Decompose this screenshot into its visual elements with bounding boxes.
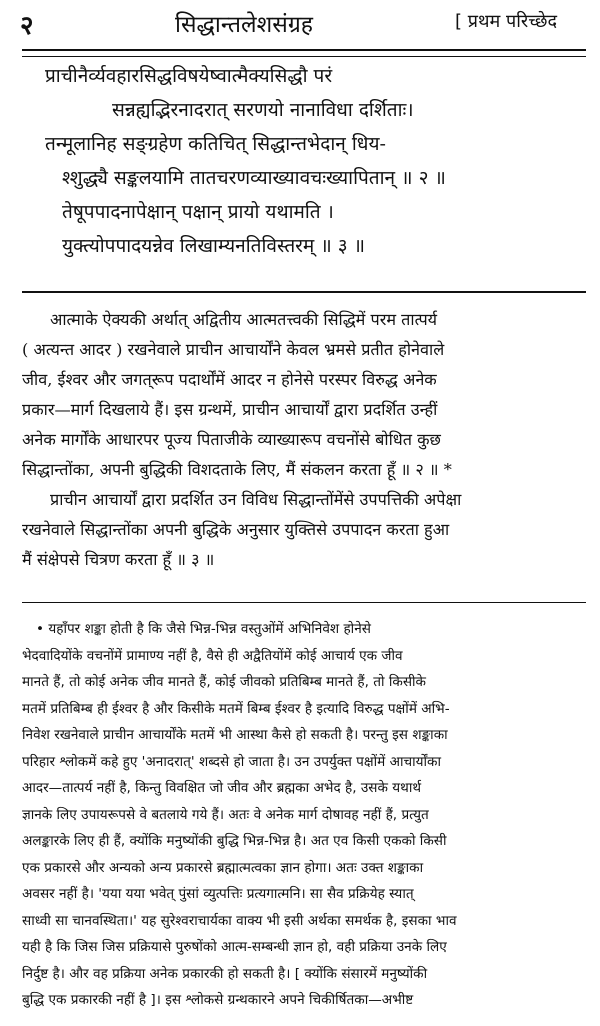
translation-line: सिद्धान्तोंका, अपनी बुद्धिकी विशदताके लिए, मैं संकलन करता हूँ ॥ २ ॥ * bbox=[22, 460, 452, 479]
footnote-line: आदर—तात्पर्य नहीं है, किन्तु विवक्षित जो जीव और ब्रह्मका अभेद है, उसके यथार्थ bbox=[22, 780, 422, 796]
translation-line: ( अत्यन्त आदर ) रखनेवाले प्राचीन आचार्योंने केवल भ्रमसे प्रतीत होनेवाले bbox=[22, 340, 445, 359]
footnote-line: मतमें प्रतिबिम्ब ही ईश्वर है और किसीके मतमें बिम्ब ईश्वर है इत्यादि विरुद्ध पक्षोंमें अभि- bbox=[22, 700, 450, 717]
verse-line: श्शुद्ध्यै सङ्कलयामि तातचरणव्याख्यावचःख्यापितान् ॥ २ ॥ bbox=[62, 167, 446, 189]
section-label: [ प्रथम परिच्छेद bbox=[455, 11, 558, 32]
verse-line: युक्त्योपपादयन्नेव लिखाम्यनतिविस्तरम् ॥ ३ ॥ bbox=[62, 235, 366, 257]
page-header bbox=[0, 0, 600, 46]
verse-line: तन्मूलानिह सङ्ग्रहेण कतिचित् सिद्धान्तभेदान् धिय- bbox=[45, 133, 386, 155]
footnote-line: मानते हैं, तो कोई अनेक जीव मानते हैं, कोई जीवको प्रतिबिम्ब मानते हैं, तो किसीके bbox=[22, 674, 426, 690]
footnote-line: ज्ञानके लिए उपायरूपसे वे बतलाये गये हैं। अतः वे अनेक मार्ग दोषावह नहीं हैं, प्रत्युत bbox=[22, 806, 429, 823]
footnote-line: • यहाँपर शङ्का होती है कि जैसे भिन्न-भिन्न वस्तुओंमें अभिनिवेश होनेसे bbox=[36, 621, 371, 637]
translation-line: आत्माके ऐक्यकी अर्थात् अद्वितीय आत्मतत्त्वकी सिद्धिमें परम तात्पर्य bbox=[50, 310, 438, 329]
running-title: सिद्धान्तलेशसंग्रह bbox=[175, 12, 313, 38]
footnote-line: निवेश रखनेवाले प्राचीन आचार्योंके मतमें भी आस्था कैसे हो सकती है। परन्तु इस शङ्काका bbox=[22, 727, 448, 743]
translation-line: मैं संक्षेपसे चित्रण करता हूँ ॥ ३ ॥ bbox=[22, 550, 215, 569]
translation-line: रखनेवाले सिद्धान्तोंका अपनी बुद्धिके अनुसार युक्तिसे उपपादन करता हुआ bbox=[22, 520, 450, 539]
verse-line: सन्नह्यद्भिरनादरात् सरणयो नानाविधा दर्शिताः। bbox=[112, 99, 414, 121]
footnote-divider bbox=[22, 602, 586, 603]
footnote-line: यही है कि जिस जिस प्रक्रियासे पुरुषोंको आत्म-सम्बन्धी ज्ञान हो, वही प्रक्रिया उनके लिए bbox=[22, 939, 447, 955]
footnote-line: एक प्रकारसे और अन्यको अन्य प्रकारसे ब्रह्मात्मत्वका ज्ञान होगा। अतः उक्त शङ्काका bbox=[22, 859, 424, 876]
footnote-line: साध्वी सा चानवस्थिता।' यह सुरेश्वराचार्यका वाक्य भी इसी अर्थका समर्थक है, इसका भाव bbox=[22, 912, 457, 929]
header-rule bbox=[22, 49, 586, 57]
translation-line: प्रकार—मार्ग दिखलाये हैं। इस ग्रन्थमें, प्राचीन आचार्यों द्वारा प्रदर्शित उन्हीं bbox=[22, 400, 438, 419]
translation-line: प्राचीन आचार्यों द्वारा प्रदर्शित उन विविध सिद्धान्तोंमेंसे उपपत्तिकी अपेक्षा bbox=[50, 490, 462, 509]
footnote-line: परिहार श्लोकमें कहे हुए 'अनादरात्' शब्दसे हो जाता है। उन उपर्युक्त पक्षोंमें आचार्योंका bbox=[22, 753, 442, 770]
footnote-line: निर्दुष्ट है। और वह प्रक्रिया अनेक प्रकारकी हो सकती है। [ क्योंकि संसारमें मनुष्योंकी bbox=[22, 965, 428, 982]
footnote-line: बुद्धि एक प्रकारकी नहीं है ]। इस श्लोकसे ग्रन्थकारने अपने चिकीर्षितका—अभीष्ट bbox=[22, 992, 414, 1008]
verse-line: तेषूपपादनापेक्षान् पक्षान् प्रायो यथामति । bbox=[62, 201, 334, 223]
translation-line: जीव, ईश्वर और जगत्‌रूप पदार्थोंमें आदर न होनेसे परस्पर विरुद्ध अनेक bbox=[22, 370, 437, 389]
footnote-line: भेदवादियोंके वचनोंमें प्रामाण्य नहीं है, वैसे ही अद्वैतियोंमें कोई आचार्य एक जीव bbox=[22, 647, 403, 664]
footnote-line: अलङ्कारके लिए ही हैं, क्योंकि मनुष्योंकी बुद्धि भिन्न-भिन्न है। अत एव किसी एकको किसी bbox=[22, 833, 447, 849]
page-number: २ bbox=[20, 11, 34, 41]
translation-line: अनेक मार्गोंके आधारपर पूज्य पिताजीके व्याख्यारूप वचनोंसे बोधित कुछ bbox=[22, 430, 441, 449]
footnote-line: अवसर नहीं है। 'यया यया भवेत् पुंसां व्युत्पत्तिः प्रत्यगात्मनि। सा सैव प्रक्रियेह स्यात् bbox=[22, 886, 414, 902]
verse-line: प्राचीनैर्व्यवहारसिद्धविषयेष्वात्मैक्यसिद्धौ परं bbox=[45, 65, 333, 87]
verse-divider bbox=[22, 291, 586, 293]
